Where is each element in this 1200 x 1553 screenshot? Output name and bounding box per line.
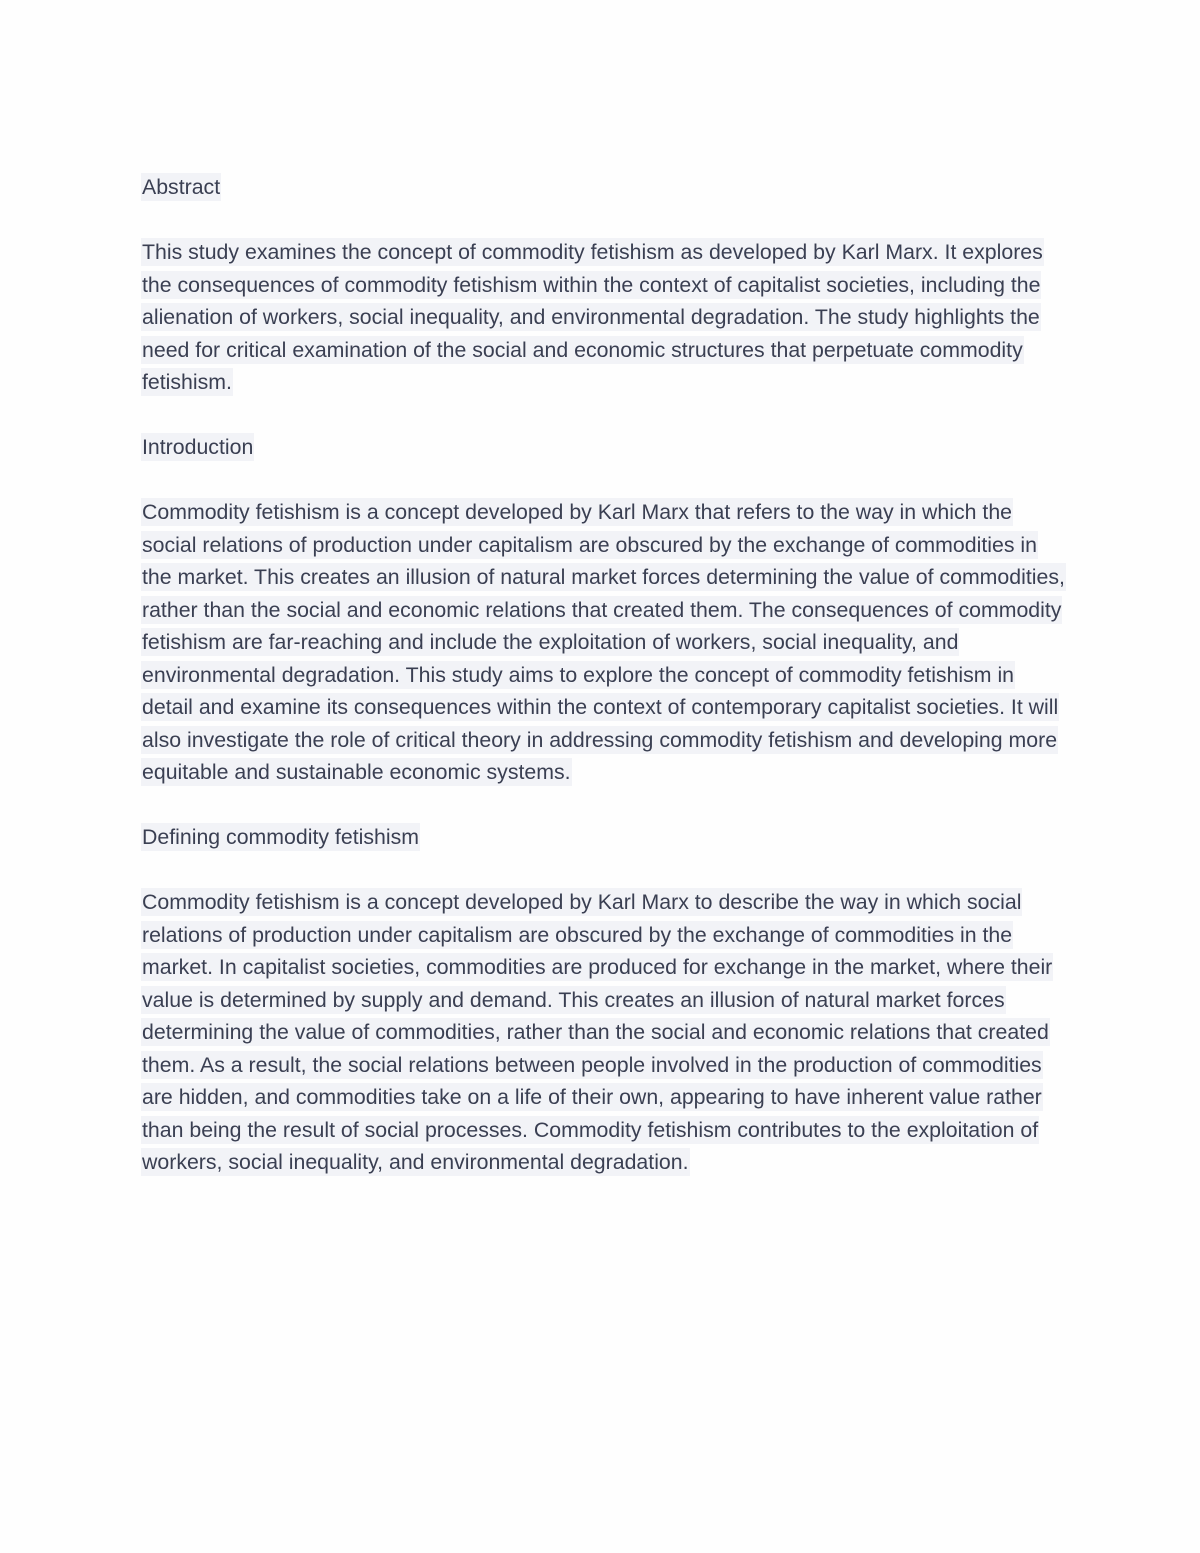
abstract-heading: [141, 171, 1066, 204]
defining-paragraph: [141, 886, 1066, 1179]
introduction-paragraph: [141, 496, 1066, 789]
abstract-paragraph: [141, 236, 1066, 399]
abstract-paragraph-text: This study examines the concept of commodity fetishism as developed by Karl Marx. It explores the consequences of commodity fetishism within the context of capitalist societies, including the alienation of workers, social inequality, and environmental degradation. The study highlights the need for critical examination of the social and economic structures that perpetuate commodity fetishism.: [142, 240, 1043, 394]
defining-heading-text: Defining commodity fetishism: [142, 825, 419, 849]
introduction-heading: [141, 431, 1066, 464]
introduction-heading-text: Introduction: [142, 435, 254, 459]
defining-heading: [141, 821, 1066, 854]
introduction-paragraph-text: Commodity fetishism is a concept developed by Karl Marx that refers to the way in which the social relations of production under capitalism are obscured by the exchange of commodities in the market. This creates an illusion of natural market forces determining the value of commodities, rather than the social and economic relations that created them. The consequences of commodity fetishism are far-reaching and include the exploitation of workers, social inequality, and environmental degradation. This study aims to explore the concept of commodity fetishism in detail and examine its consequences within the context of contemporary capitalist societies. It will also investigate the role of critical theory in addressing commodity fetishism and developing more equitable and sustainable economic systems.: [142, 500, 1065, 784]
defining-paragraph-text: Commodity fetishism is a concept developed by Karl Marx to describe the way in which social relations of production under capitalism are obscured by the exchange of commodities in the market. In capitalist societies, commodities are produced for exchange in the market, where their value is determined by supply and demand. This creates an illusion of natural market forces determining the value of commodities, rather than the social and economic relations that created them. As a result, the social relations between people involved in the production of commodities are hidden, and commodities take on a life of their own, appearing to have inherent value rather than being the result of social processes. Commodity fetishism contributes to the exploitation of workers, social inequality, and environmental degradation.: [142, 890, 1053, 1174]
abstract-heading-text: Abstract: [142, 175, 221, 199]
document-body: [141, 171, 1066, 1211]
